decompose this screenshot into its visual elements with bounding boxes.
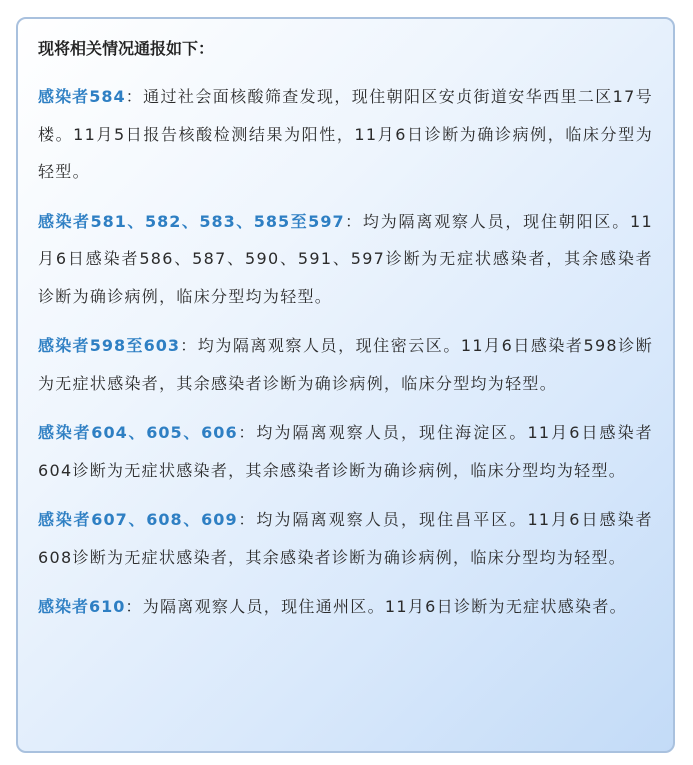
case-text: ：均为隔离观察人员，现住朝阳区。11月6日感染者586、587、590、591、597诊断为无症状感染者，其余感染者诊断为确诊病例，临床分型均为轻型。 [38, 211, 653, 306]
case-text: ：均为隔离观察人员，现住海淀区。11月6日感染者604诊断为无症状感染者，其余感染者诊断为确诊病例，临床分型均为轻型。 [38, 423, 653, 480]
case-entry-584 [38, 78, 653, 191]
case-label: 感染者607、608、609 [38, 510, 238, 529]
case-entry-604-606 [38, 414, 653, 489]
case-label: 感染者604、605、606 [38, 423, 238, 442]
case-label: 感染者581、582、583、585至597 [38, 211, 345, 231]
announcement-card [16, 17, 675, 753]
case-entry-610 [38, 588, 653, 626]
case-text: ：通过社会面核酸筛查发现，现住朝阳区安贞街道安华西里二区17号楼。11月5日报告核酸检测结果为阳性，11月6日诊断为确诊病例，临床分型为轻型。 [38, 87, 653, 181]
case-entry-607-609 [38, 501, 653, 576]
case-entry-598-603 [38, 327, 653, 402]
case-label: 感染者598至603 [38, 336, 180, 355]
case-text: ：均为隔离观察人员，现住密云区。11月6日感染者598诊断为无症状感染者，其余感染者诊断为确诊病例，临床分型均为轻型。 [38, 336, 653, 393]
intro-heading: 现将相关情况通报如下： [38, 39, 215, 58]
case-entry-581-597 [38, 203, 653, 316]
case-label: 感染者584 [38, 87, 126, 106]
case-label: 感染者610 [38, 597, 126, 616]
case-text: ：均为隔离观察人员，现住昌平区。11月6日感染者608诊断为无症状感染者，其余感染者诊断为确诊病例，临床分型均为轻型。 [38, 510, 653, 567]
case-text: ：为隔离观察人员，现住通州区。11月6日诊断为无症状感染者。 [125, 597, 627, 616]
